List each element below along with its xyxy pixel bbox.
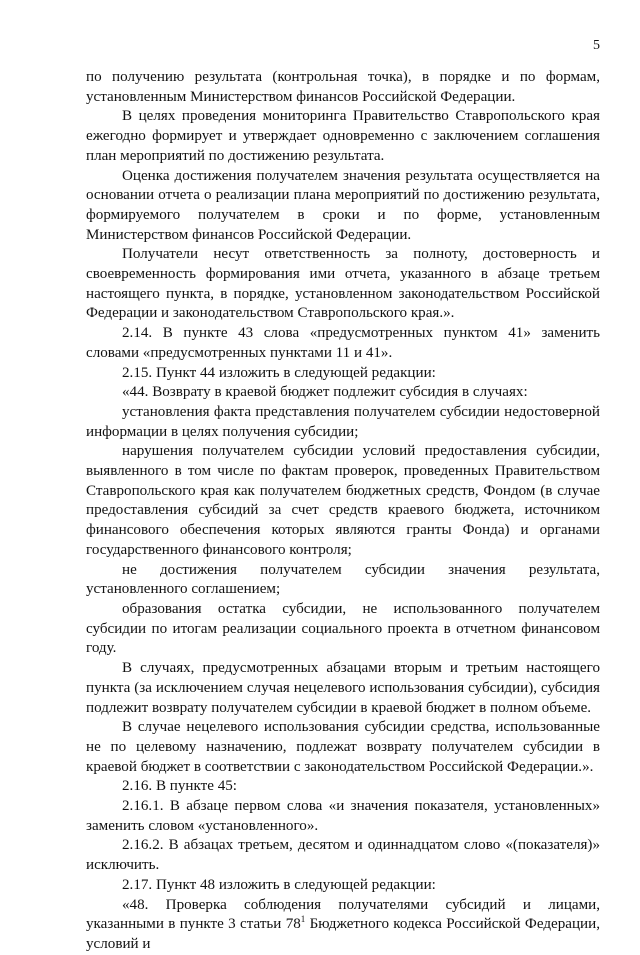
text-run: Бюджетного кодекса Российской Федерации, условий и <box>86 916 600 952</box>
paragraph: 2.17. Пункт 48 изложить в следующей редакции: <box>122 876 436 893</box>
paragraph: не достижения получателем субсидии значения результата, установленного соглашением; <box>86 561 600 598</box>
paragraph: В случаях, предусмотренных абзацами вторым и третьим настоящего пункта (за исключением случая нецелевого использования субсидии), субсидия подлежит возврату получателем субсидии в краевой бюджет в полном объеме. <box>86 660 600 716</box>
paragraph: «44. Возврату в краевой бюджет подлежит субсидия в случаях: <box>122 384 528 401</box>
paragraph: по получению результата (контрольная точка), в порядке и по формам, установленным Министерством финансов Российской Федерации. <box>86 69 600 105</box>
paragraph: 2.16.1. В абзаце первом слова «и значения показателя, установленных» заменить словом «установленного». <box>86 798 600 834</box>
paragraph: 2.16. В пункте 45: <box>122 778 237 795</box>
paragraph: нарушения получателем субсидии условий предоставления субсидии, выявленного в том числе по фактам проверок, проведенных Правительством Ставропольского края как получателем бюджетных средств, Фондом (в случае предоставления субсидий за счет средств краевого бюджета, источником финансового обеспечения которых являются гранты Фонда) и органами государственного финансового контроля; <box>86 443 600 558</box>
paragraph: В целях проведения мониторинга Правительство Ставропольского края ежегодно формирует и утверждает одновременно с заключением соглашения план мероприятий по достижению результата. <box>86 108 600 164</box>
paragraph-last <box>86 896 600 955</box>
paragraph: В случае нецелевого использования субсидии средства, использованные не по целевому назначению, подлежат возврату получателем субсидии в краевой бюджет в соответствии с законодательством Российской Федерации.». <box>86 719 600 775</box>
paragraph: 2.16.2. В абзацах третьем, десятом и одиннадцатом слово «(показателя)» исключить. <box>86 837 600 874</box>
paragraph: Оценка достижения получателем значения результата осуществляется на основании отчета о реализации плана мероприятий по достижению результата, формируемого получателем в сроки и по форме, установленным Министерством финансов Российской Федерации. <box>86 167 600 243</box>
superscript: 1 <box>300 914 306 925</box>
paragraph: 2.14. В пункте 43 слова «предусмотренных пунктом 41» заменить словами «предусмотренных пунктами 11 и 41». <box>86 325 600 361</box>
document-body <box>86 68 600 955</box>
page-number: 5 <box>593 38 600 53</box>
paragraph: Получатели несут ответственность за полноту, достоверность и своевременность формирования ими отчета, указанного в абзаце третьем настоящего пункта, в порядке, установленном законодательством Российской Федерации и законодательством Ставропольского края.». <box>86 246 600 322</box>
paragraph: установления факта представления получателем субсидии недостоверной информации в целях получения субсидии; <box>86 403 600 440</box>
paragraph: образования остатка субсидии, не использованного получателем субсидии по итогам реализации социального проекта в отчетном финансовом году. <box>86 600 600 657</box>
paragraph: 2.15. Пункт 44 изложить в следующей редакции: <box>122 364 436 381</box>
text-run: «48. Проверка соблюдения получателями субсидий и лицами, указанными в пункте 3 статьи 78 <box>86 896 600 933</box>
